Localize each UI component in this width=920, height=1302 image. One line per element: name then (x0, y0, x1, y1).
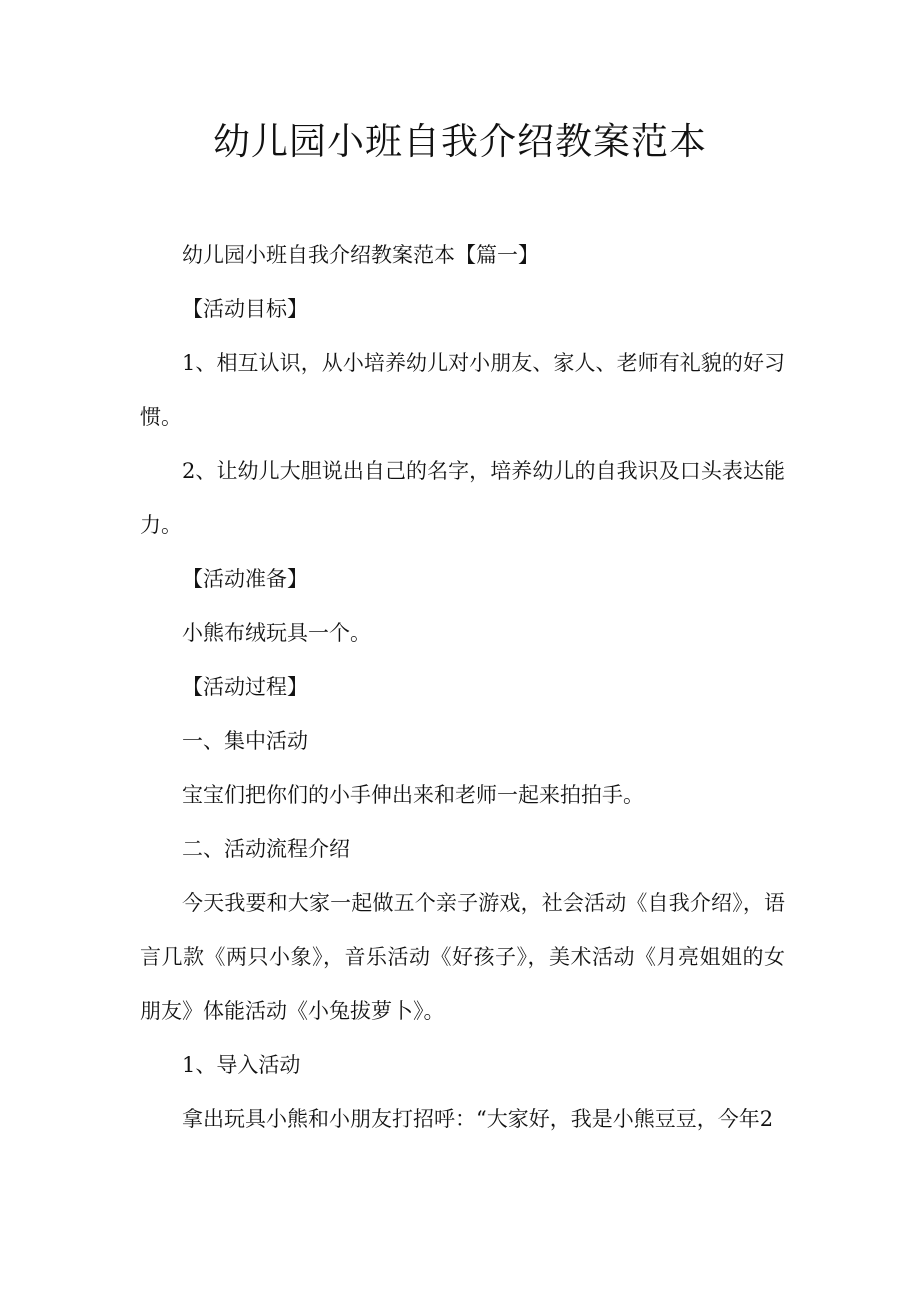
document-title: 幼儿园小班自我介绍教案范本 (213, 120, 707, 163)
paragraph: 拿出玩具小熊和小朋友打招呼：“大家好，我是小熊豆豆，今年2 (182, 1107, 774, 1131)
section-heading: 【活动目标】 (182, 297, 308, 321)
paragraph: 宝宝们把你们的小手伸出来和老师一起来拍拍手。 (182, 783, 644, 807)
section-heading: 幼儿园小班自我介绍教案范本【篇一】 (182, 243, 539, 267)
section-heading: 【活动准备】 (182, 567, 308, 591)
subheading: 二、活动流程介绍 (182, 837, 350, 861)
paragraph: 2、让幼儿大胆说出自己的名字，培养幼儿的自我识及口头表达能力。 (140, 459, 785, 537)
subheading: 1、导入活动 (182, 1053, 301, 1077)
document-body (140, 228, 785, 1146)
section-heading: 【活动过程】 (182, 675, 308, 699)
paragraph: 今天我要和大家一起做五个亲子游戏，社会活动《自我介绍》，语言几款《两只小象》，音乐活动《好孩子》，美术活动《月亮姐姐的女朋友》体能活动《小兔拔萝卜》。 (140, 891, 785, 1023)
subheading: 一、集中活动 (182, 729, 308, 753)
paragraph: 小熊布绒玩具一个。 (182, 621, 371, 645)
paragraph: 1、相互认识，从小培养幼儿对小朋友、家人、老师有礼貌的好习惯。 (140, 351, 785, 429)
